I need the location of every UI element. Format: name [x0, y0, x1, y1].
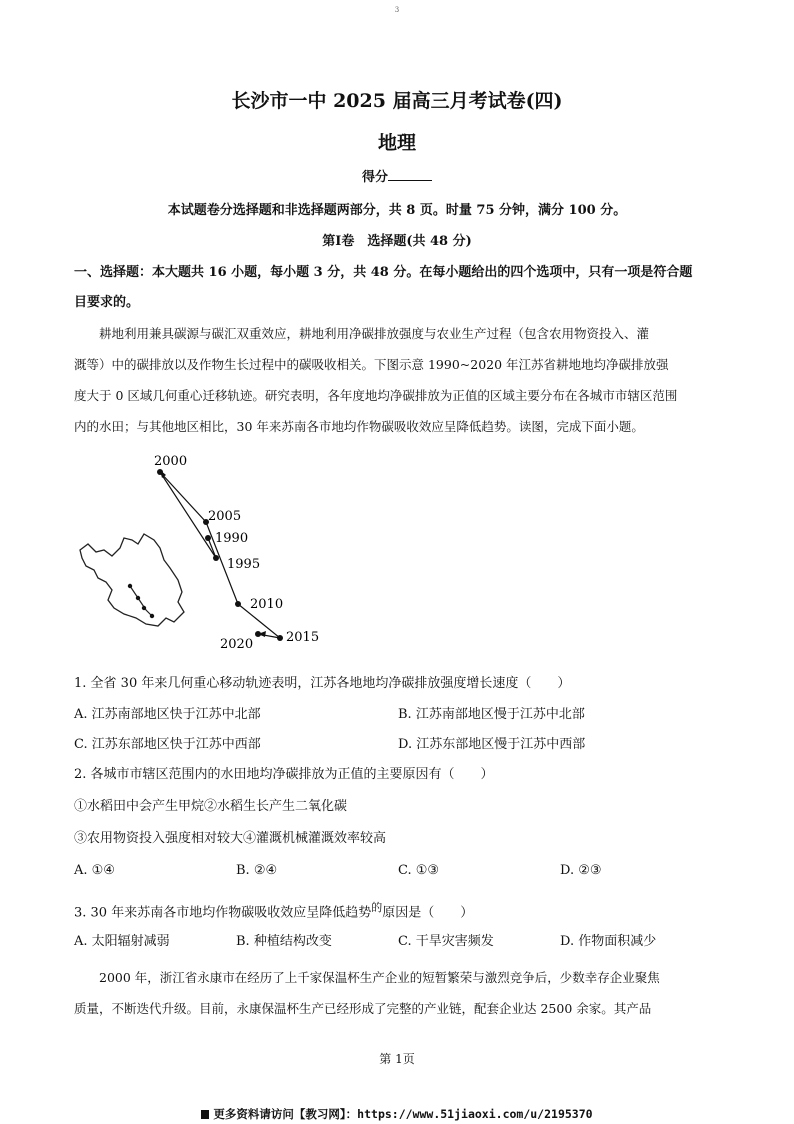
- subject-title: 地理: [377, 132, 416, 154]
- q2-option-b[interactable]: B. ②④: [236, 863, 278, 878]
- q3-option-a[interactable]: A. 太阳辐射减弱: [74, 934, 170, 949]
- q1-option-b[interactable]: B. 江苏南部地区慢于江苏中北部: [398, 707, 585, 722]
- q1-option-d[interactable]: D. 江苏东部地区慢于江苏中西部: [398, 737, 586, 752]
- footer-link[interactable]: [0, 1106, 794, 1122]
- q2-option-d[interactable]: D. ②③: [560, 863, 602, 878]
- q1-option-c[interactable]: C. 江苏东部地区快于江苏中西部: [74, 737, 261, 752]
- label-2015: 2015: [286, 630, 320, 645]
- point-1995: [213, 555, 219, 561]
- flag-icon: [201, 1110, 209, 1119]
- trajectory-svg: [74, 452, 364, 652]
- question-2-stem: 2. 各城市市辖区范围内的水田地均净碳排放为正值的主要原因有（ ）: [74, 767, 494, 782]
- section-line: 一、选择题：本大题共 16 小题，每小题 3 分，共 48 分。在每小题给出的四个选项中，只有一项是符合题: [74, 265, 693, 280]
- label-2010: 2010: [250, 597, 284, 612]
- label-1990: 1990: [215, 531, 249, 546]
- point-2000: [157, 469, 163, 475]
- point-2015: [277, 635, 283, 641]
- exam-info: 本试题卷分选择题和非选择题两部分，共 8 页。时量 75 分钟，满分 100 分。: [167, 203, 627, 218]
- label-2005: 2005: [208, 509, 242, 524]
- q2-option-c[interactable]: C. ①③: [398, 863, 440, 878]
- page-top-mark: 3: [394, 6, 400, 14]
- label-2020: 2020: [220, 637, 254, 652]
- inset-point: [142, 606, 146, 610]
- q3-option-b[interactable]: B. 种植结构改变: [236, 934, 332, 949]
- q3-stem-part: 原因是（ ）: [382, 905, 474, 921]
- passage-line: 溉等）中的碳排放以及作物生长过程中的碳吸收相关。下图示意 1990~2020 年江苏省耕地地均净碳排放强: [74, 357, 669, 372]
- q3-option-d[interactable]: D. 作物面积减少: [560, 934, 657, 949]
- exam-title: 长沙市一中 2025 届高三月考试卷(四): [231, 90, 563, 112]
- footer-text[interactable]: 更多资料请访问【教习网】：https://www.51jiaoxi.com/u/2195370: [213, 1107, 593, 1121]
- passage-1: [74, 318, 724, 442]
- point-2020: [255, 631, 261, 637]
- q3-stem-small: 的: [371, 901, 383, 914]
- passage-line: 2000 年，浙江省永康市在经历了上千家保温杯生产企业的短暂繁荣与激烈竞争后，少数幸存企业聚焦: [99, 970, 660, 985]
- q2-statement-line: ①水稻田中会产生甲烷②水稻生长产生二氧化碳: [74, 799, 348, 814]
- inset-point: [136, 596, 140, 600]
- inset-point: [128, 584, 132, 588]
- label-1995: 1995: [227, 557, 261, 572]
- passage-2: [74, 962, 724, 1024]
- jiangsu-outline: [80, 534, 184, 626]
- q2-option-a[interactable]: A. ①④: [74, 863, 115, 878]
- q2-statement-line: ③农用物资投入强度相对较大④灌溉机械灌溉效率较高: [74, 831, 387, 846]
- point-1990: [205, 535, 211, 541]
- score-label: 得分: [361, 170, 388, 185]
- centroid-trajectory-figure: [74, 452, 364, 652]
- question-1-stem: 1. 全省 30 年来几何重心移动轨迹表明，江苏各地地均净碳排放强度增长速度（ ）: [74, 676, 571, 691]
- score-line: [0, 166, 794, 185]
- passage-line: 内的水田；与其他地区相比，30 年来苏南各市地均作物碳吸收效应呈降低趋势。读图，完成下面小题。: [74, 419, 644, 434]
- q1-option-a[interactable]: A. 江苏南部地区快于江苏中北部: [74, 707, 261, 722]
- question-3-stem: [74, 898, 473, 923]
- passage-line: 度大于 0 区域几何重心迁移轨迹。研究表明，各年度地均净碳排放为正值的区域主要分布在各城市市辖区范围: [74, 388, 678, 403]
- q3-option-c[interactable]: C. 干旱灾害频发: [398, 934, 494, 949]
- inset-point: [150, 614, 154, 618]
- q3-stem-part: 3. 30 年来苏南各市地均作物碳吸收效应呈降低趋势: [74, 905, 372, 921]
- section-instructions: [74, 258, 724, 318]
- passage-line: 耕地利用兼具碳源与碳汇双重效应，耕地利用净碳排放强度与农业生产过程（包含农用物资投入、灌: [99, 326, 650, 341]
- segment-2000-2005: [160, 472, 206, 522]
- point-2010: [235, 601, 241, 607]
- score-blank[interactable]: [388, 168, 432, 181]
- page-number: 第 1页: [379, 1052, 415, 1066]
- inset-trajectory: [130, 586, 152, 616]
- label-2000: 2000: [154, 454, 188, 469]
- part-heading: 第Ⅰ卷 选择题(共 48 分): [322, 234, 472, 249]
- passage-line: 质量，不断迭代升级。目前，永康保温杯生产已经形成了完整的产业链，配套企业达 2500 余家。其产品: [74, 1001, 652, 1016]
- section-line: 目要求的。: [74, 295, 140, 310]
